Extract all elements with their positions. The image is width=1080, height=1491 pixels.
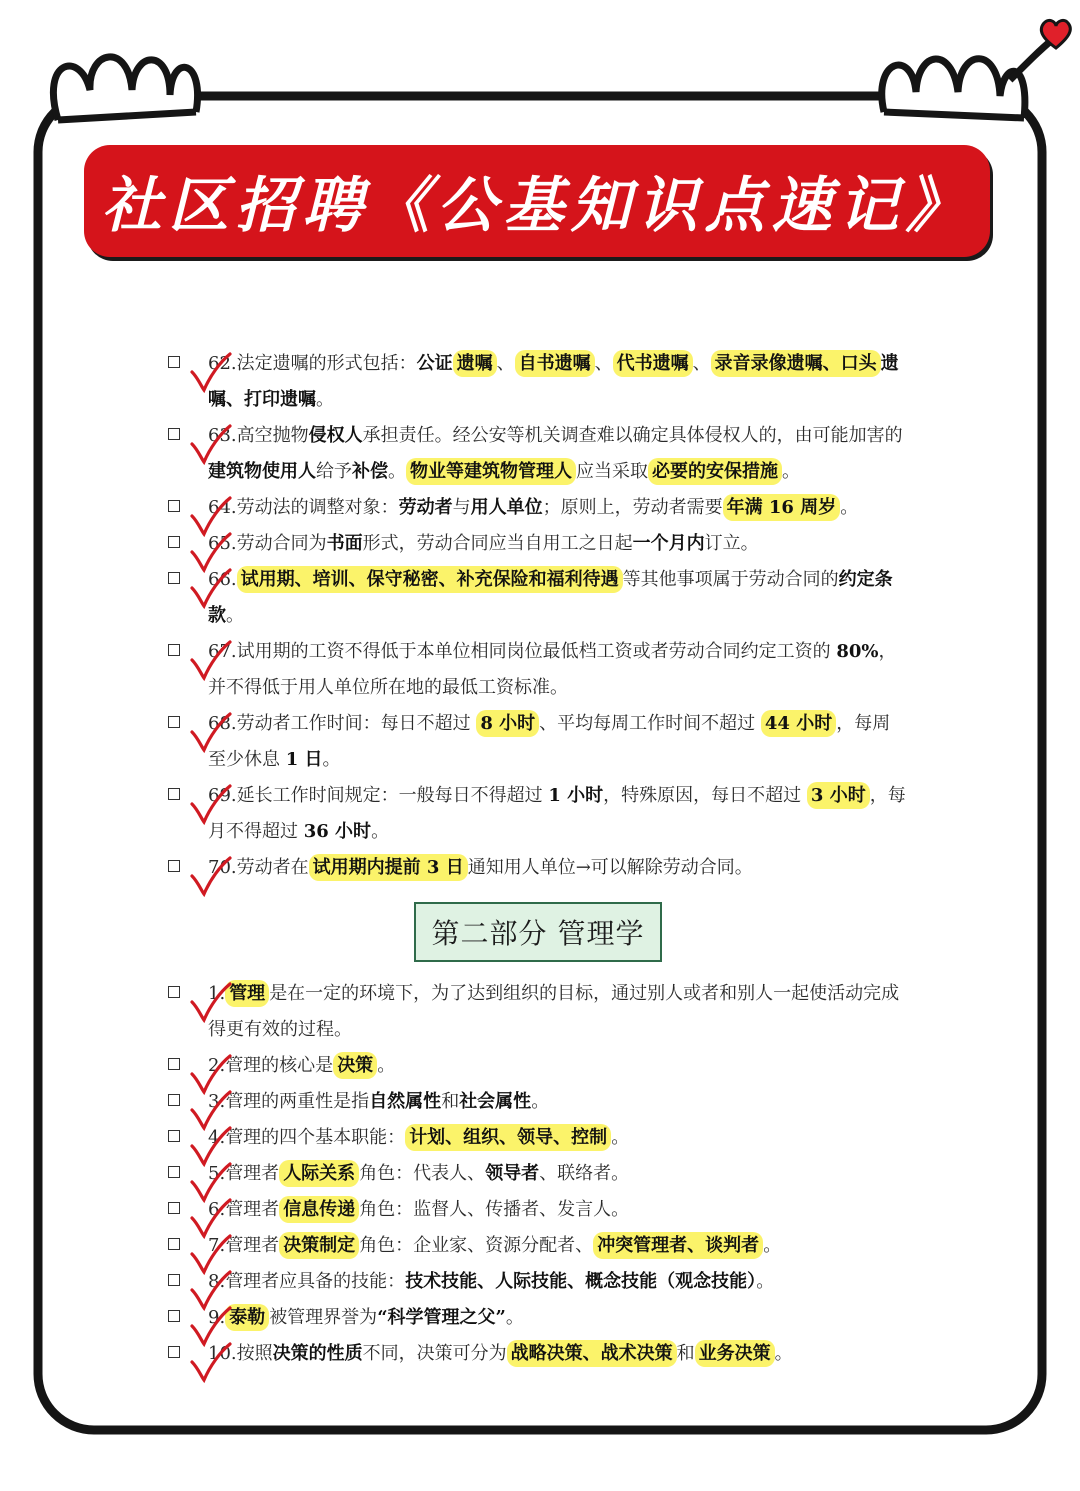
item-text: 订立。 bbox=[704, 533, 759, 554]
item-text: 角色：代表人、 bbox=[359, 1163, 486, 1184]
note-item bbox=[168, 1192, 908, 1228]
highlighted-text: 物业等建筑物管理人 bbox=[406, 458, 576, 485]
item-number: 8. bbox=[208, 1271, 226, 1292]
item-text: 不同，决策可分为 bbox=[362, 1343, 507, 1364]
checkbox[interactable] bbox=[168, 644, 180, 656]
highlighted-text: 信息传递 bbox=[279, 1196, 359, 1223]
item-text: ， bbox=[836, 713, 855, 734]
item-text: 。 bbox=[226, 605, 244, 626]
note-item bbox=[168, 1264, 908, 1300]
highlighted-text: 必要的安保措施 bbox=[648, 458, 782, 485]
heart-icon bbox=[1036, 14, 1076, 54]
item-text: 。 bbox=[377, 1055, 396, 1076]
checkbox[interactable] bbox=[168, 1310, 180, 1322]
item-text: ，并不得低于用人单位所在地的最低工资标准。 bbox=[208, 641, 897, 698]
item-text: 高空抛物 bbox=[236, 425, 309, 446]
highlighted-text: 8 小时 bbox=[476, 710, 539, 737]
bold-text: 决策的性质 bbox=[272, 1343, 363, 1364]
highlighted-text: 试用期、培训、保守秘密、补充保险和福利待遇 bbox=[237, 566, 623, 593]
item-text: 应当采取 bbox=[576, 461, 648, 482]
bold-text: 社会属性 bbox=[459, 1091, 532, 1112]
item-number: 2. bbox=[208, 1055, 226, 1076]
notes-content bbox=[168, 346, 908, 1372]
item-text: 。 bbox=[840, 497, 859, 518]
item-number: 62. bbox=[208, 353, 237, 374]
item-text: 管理的核心是 bbox=[225, 1055, 334, 1076]
item-number: 64. bbox=[208, 497, 237, 518]
item-number: 65. bbox=[208, 533, 237, 554]
item-text: 。 bbox=[316, 389, 334, 410]
item-text: 是在一定的环境下，为了达到组织的目标，通过别人或者和别人一起使活动完成得更有效的过程。 bbox=[208, 983, 900, 1040]
checkbox[interactable] bbox=[168, 1238, 180, 1250]
checkbox[interactable] bbox=[168, 536, 180, 548]
bold-text: “科学管理之父” bbox=[377, 1307, 506, 1328]
item-number: 3. bbox=[208, 1091, 226, 1112]
item-text: 管理者 bbox=[225, 1235, 280, 1256]
checkbox[interactable] bbox=[168, 356, 180, 368]
item-text: 。 bbox=[371, 821, 390, 842]
note-item bbox=[168, 850, 908, 886]
note-item bbox=[168, 490, 908, 526]
item-text: 管理者 bbox=[225, 1199, 280, 1220]
note-item bbox=[168, 1228, 908, 1264]
item-text: 。 bbox=[782, 461, 800, 482]
highlighted-text: 管理 bbox=[225, 980, 269, 1007]
item-number: 1. bbox=[208, 983, 226, 1004]
item-text: 通知用人单位→可以解除劳动合同。 bbox=[467, 857, 753, 878]
checkbox[interactable] bbox=[168, 788, 180, 800]
item-text: 和 bbox=[676, 1343, 695, 1364]
item-text: 、 bbox=[539, 713, 558, 734]
item-number: 7. bbox=[208, 1235, 226, 1256]
bold-text: 1 日 bbox=[285, 749, 323, 770]
item-text: 劳动法的调整对象： bbox=[236, 497, 399, 518]
highlighted-text: 业务决策 bbox=[695, 1340, 775, 1367]
highlighted-text: 决策 bbox=[333, 1052, 377, 1079]
item-number: 10. bbox=[208, 1343, 237, 1364]
highlighted-text: 录音录像遗嘱、口头 bbox=[711, 350, 881, 377]
highlighted-text: 44 小时 bbox=[761, 710, 836, 737]
item-text: 给予 bbox=[316, 461, 352, 482]
item-text: 。 bbox=[388, 461, 406, 482]
checkbox[interactable] bbox=[168, 1094, 180, 1106]
note-item bbox=[168, 1336, 908, 1372]
section-header bbox=[168, 902, 908, 962]
item-text: 、 bbox=[692, 353, 711, 374]
item-number: 70. bbox=[208, 857, 237, 878]
item-text: 按照 bbox=[236, 1343, 273, 1364]
note-item bbox=[168, 1156, 908, 1192]
bold-text: 书面 bbox=[326, 533, 363, 554]
item-text: 法定遗嘱的形式包括： bbox=[236, 353, 417, 374]
item-text: 角色：企业家、资源分配者、 bbox=[359, 1235, 594, 1256]
bold-text: 自然属性 bbox=[369, 1091, 442, 1112]
item-text: 劳动者工作时间：每日不超过 bbox=[236, 713, 477, 734]
checkbox[interactable] bbox=[168, 716, 180, 728]
bold-text: 技术技能、人际技能、概念技能（观念技能） bbox=[405, 1271, 757, 1292]
item-text: 。 bbox=[774, 1343, 793, 1364]
item-text: 。 bbox=[756, 1271, 775, 1292]
item-text: 、 bbox=[496, 353, 515, 374]
item-number: 63. bbox=[208, 425, 237, 446]
item-text: 等其他事项属于劳动合同的 bbox=[622, 569, 839, 590]
checkbox[interactable] bbox=[168, 428, 180, 440]
title-banner bbox=[84, 145, 990, 257]
checkbox[interactable] bbox=[168, 572, 180, 584]
note-item bbox=[168, 1300, 908, 1336]
note-item bbox=[168, 706, 908, 778]
highlighted-text: 年满 16 周岁 bbox=[723, 494, 841, 521]
note-item bbox=[168, 418, 908, 490]
highlighted-text: 3 小时 bbox=[807, 782, 870, 809]
item-text: ，特殊原因，每日不超过 bbox=[603, 785, 807, 806]
bold-text: 一个月内 bbox=[632, 533, 705, 554]
bold-text: 建筑物使用人 bbox=[208, 461, 316, 482]
item-number: 68. bbox=[208, 713, 237, 734]
highlighted-text: 计划、组织、领导、控制 bbox=[405, 1124, 611, 1151]
banner-title: 社区招聘《公基知识点速记》 bbox=[101, 171, 973, 241]
note-item bbox=[168, 1120, 908, 1156]
item-number: 69. bbox=[208, 785, 237, 806]
item-text: 承担责任。经公安等机关调查难以确定具体侵权人的，由可能加害的 bbox=[362, 425, 903, 446]
item-text: 平均每周工作时间不超过 bbox=[557, 713, 761, 734]
item-text: 劳动合同为 bbox=[236, 533, 327, 554]
highlighted-text: 人际关系 bbox=[279, 1160, 359, 1187]
item-text: 。 bbox=[322, 749, 341, 770]
checkbox[interactable] bbox=[168, 986, 180, 998]
item-text: 、 bbox=[594, 353, 613, 374]
checkbox[interactable] bbox=[168, 1166, 180, 1178]
note-item bbox=[168, 526, 908, 562]
item-text: 劳动者在 bbox=[236, 857, 309, 878]
item-text: 被管理界誉为 bbox=[269, 1307, 378, 1328]
item-number: 66. bbox=[208, 569, 237, 590]
item-number: 9. bbox=[208, 1307, 226, 1328]
bold-text: 公证 bbox=[416, 353, 453, 374]
bold-text: 领导者 bbox=[485, 1163, 540, 1184]
item-text: 。 bbox=[763, 1235, 782, 1256]
item-text: 每月不得超过 bbox=[208, 785, 906, 842]
item-text: ；原则上，劳动者需要 bbox=[542, 497, 723, 518]
checkbox[interactable] bbox=[168, 1346, 180, 1358]
item-number: 6. bbox=[208, 1199, 226, 1220]
bold-text: 遗嘱、打印遗嘱 bbox=[208, 353, 899, 410]
highlighted-text: 代书遗嘱 bbox=[613, 350, 693, 377]
bold-text: 用人单位 bbox=[470, 497, 543, 518]
bold-text: 1 小时 bbox=[548, 785, 604, 806]
note-item bbox=[168, 1048, 908, 1084]
bold-text: 80% bbox=[836, 641, 879, 662]
bold-text: 劳动者 bbox=[398, 497, 453, 518]
note-item bbox=[168, 976, 908, 1048]
item-text: 角色：监督人、传播者、发言人。 bbox=[359, 1199, 630, 1220]
highlighted-text: 冲突管理者、谈判者 bbox=[593, 1232, 763, 1259]
management-list bbox=[168, 976, 908, 1372]
item-text: 每周至少休息 bbox=[208, 713, 891, 770]
checkbox[interactable] bbox=[168, 1202, 180, 1214]
highlighted-text: 自书遗嘱 bbox=[515, 350, 595, 377]
item-text: 管理者 bbox=[225, 1163, 280, 1184]
note-item bbox=[168, 1084, 908, 1120]
item-text: 与 bbox=[452, 497, 471, 518]
bold-text: 补偿 bbox=[352, 461, 388, 482]
item-text: 。 bbox=[611, 1127, 630, 1148]
note-item bbox=[168, 634, 908, 706]
item-text: 和 bbox=[441, 1091, 460, 1112]
item-text: 。 bbox=[531, 1091, 550, 1112]
checkbox[interactable] bbox=[168, 500, 180, 512]
item-text: 管理的四个基本职能： bbox=[225, 1127, 406, 1148]
checkbox[interactable] bbox=[168, 860, 180, 872]
highlighted-text: 战略决策、战术决策 bbox=[507, 1340, 677, 1367]
right-clip-icon bbox=[882, 40, 1052, 118]
item-number: 67. bbox=[208, 641, 237, 662]
highlighted-text: 决策制定 bbox=[279, 1232, 359, 1259]
highlighted-text: 泰勒 bbox=[225, 1304, 269, 1331]
checkbox[interactable] bbox=[168, 1058, 180, 1070]
highlighted-text: 试用期内提前 3 日 bbox=[309, 854, 468, 881]
item-text: 延长工作时间规定：一般每日不得超过 bbox=[236, 785, 549, 806]
checkbox[interactable] bbox=[168, 1130, 180, 1142]
note-item bbox=[168, 562, 908, 634]
item-text: ， bbox=[869, 785, 888, 806]
note-item bbox=[168, 346, 908, 418]
item-text: 、联络者。 bbox=[539, 1163, 630, 1184]
note-item bbox=[168, 778, 908, 850]
bold-text: 36 小时 bbox=[303, 821, 372, 842]
item-text: 试用期的工资不得低于本单位相同岗位最低档工资或者劳动合同约定工资的 bbox=[236, 641, 837, 662]
item-number: 4. bbox=[208, 1127, 226, 1148]
labor-law-list bbox=[168, 346, 908, 886]
section-title: 第二部分 管理学 bbox=[414, 902, 663, 962]
highlighted-text: 遗嘱 bbox=[453, 350, 497, 377]
bold-text: 侵权人 bbox=[308, 425, 363, 446]
item-text: 管理者应具备的技能： bbox=[225, 1271, 406, 1292]
bold-text: 约定条款 bbox=[208, 569, 893, 626]
item-text: 形式，劳动合同应当自用工之日起 bbox=[362, 533, 633, 554]
left-clip-icon bbox=[53, 57, 197, 120]
item-text: 。 bbox=[505, 1307, 524, 1328]
checkbox[interactable] bbox=[168, 1274, 180, 1286]
item-text: 管理的两重性是指 bbox=[225, 1091, 370, 1112]
item-number: 5. bbox=[208, 1163, 226, 1184]
